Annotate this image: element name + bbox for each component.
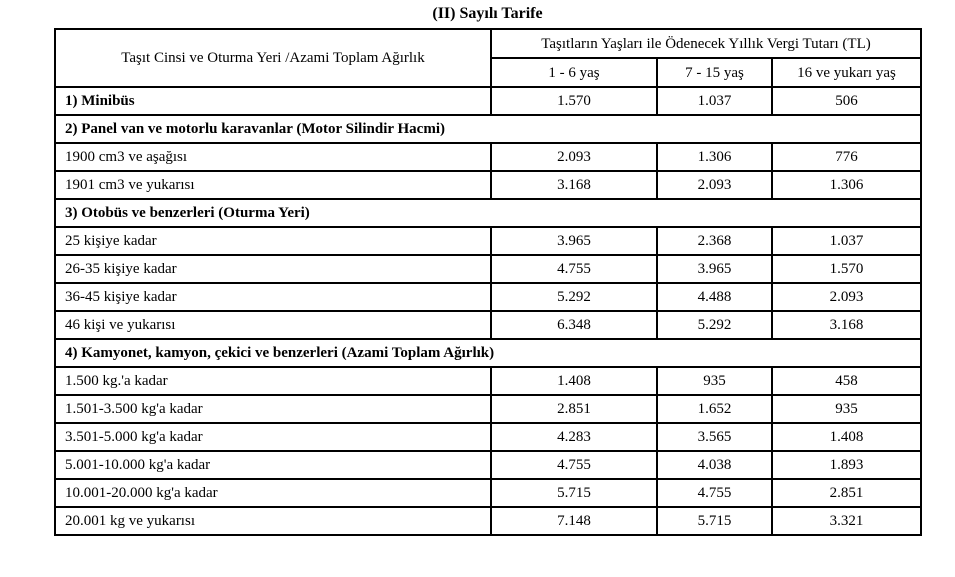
age-column-1-6: 1 - 6 yaş <box>491 58 657 87</box>
table-row <box>55 479 921 507</box>
table-row <box>55 395 921 423</box>
tax-value: 1.893 <box>772 451 921 479</box>
row-label: 1.500 kg.'a kadar <box>55 367 491 395</box>
table-row <box>55 255 921 283</box>
tariff-table <box>54 28 922 536</box>
tax-value: 3.965 <box>657 255 772 283</box>
row-label: 46 kişi ve yukarısı <box>55 311 491 339</box>
vehicle-type-header: Taşıt Cinsi ve Oturma Yeri /Azami Toplam Ağırlık <box>55 29 491 87</box>
section-row <box>55 199 921 227</box>
age-column-16-plus: 16 ve yukarı yaş <box>772 58 921 87</box>
tax-value: 3.965 <box>491 227 657 255</box>
row-label: 10.001-20.000 kg'a kadar <box>55 479 491 507</box>
tax-value: 6.348 <box>491 311 657 339</box>
tax-value: 1.570 <box>772 255 921 283</box>
tax-value: 935 <box>772 395 921 423</box>
tax-value: 3.565 <box>657 423 772 451</box>
tax-value: 5.292 <box>491 283 657 311</box>
section-label: 4) Kamyonet, kamyon, çekici ve benzerleri (Azami Toplam Ağırlık) <box>55 339 921 367</box>
tax-value: 7.148 <box>491 507 657 535</box>
row-label: 36-45 kişiye kadar <box>55 283 491 311</box>
tax-value: 3.168 <box>491 171 657 199</box>
section-label: 3) Otobüs ve benzerleri (Oturma Yeri) <box>55 199 921 227</box>
age-column-7-15: 7 - 15 yaş <box>657 58 772 87</box>
section-row <box>55 339 921 367</box>
row-label: 1.501-3.500 kg'a kadar <box>55 395 491 423</box>
document-title: (II) Sayılı Tarife <box>432 5 543 22</box>
section-row <box>55 87 921 115</box>
table-row <box>55 367 921 395</box>
tax-value: 1.570 <box>491 87 657 115</box>
tax-value: 935 <box>657 367 772 395</box>
table-row <box>55 311 921 339</box>
table-row <box>55 507 921 535</box>
tax-value: 2.093 <box>657 171 772 199</box>
tax-value: 1.306 <box>772 171 921 199</box>
table-row <box>55 227 921 255</box>
tax-value: 506 <box>772 87 921 115</box>
row-label: 20.001 kg ve yukarısı <box>55 507 491 535</box>
row-label: 1901 cm3 ve yukarısı <box>55 171 491 199</box>
section-label: 2) Panel van ve motorlu karavanlar (Motor Silindir Hacmi) <box>55 115 921 143</box>
tax-value: 2.093 <box>772 283 921 311</box>
tax-value: 3.168 <box>772 311 921 339</box>
tax-value: 4.038 <box>657 451 772 479</box>
tax-value: 1.652 <box>657 395 772 423</box>
tax-value: 2.851 <box>772 479 921 507</box>
tax-value: 1.306 <box>657 143 772 171</box>
tax-value: 3.321 <box>772 507 921 535</box>
header-row <box>55 29 921 58</box>
tax-value: 2.851 <box>491 395 657 423</box>
tax-value: 5.715 <box>657 507 772 535</box>
tax-value: 4.755 <box>491 451 657 479</box>
tax-value: 1.408 <box>491 367 657 395</box>
tax-value: 4.755 <box>657 479 772 507</box>
table-row <box>55 283 921 311</box>
row-label: 25 kişiye kadar <box>55 227 491 255</box>
tax-value: 5.292 <box>657 311 772 339</box>
row-label: 26-35 kişiye kadar <box>55 255 491 283</box>
tax-value: 2.093 <box>491 143 657 171</box>
tax-value: 4.755 <box>491 255 657 283</box>
tax-value: 5.715 <box>491 479 657 507</box>
row-label: 5.001-10.000 kg'a kadar <box>55 451 491 479</box>
row-label: 1900 cm3 ve aşağısı <box>55 143 491 171</box>
tax-value: 4.283 <box>491 423 657 451</box>
table-row <box>55 143 921 171</box>
tax-value: 4.488 <box>657 283 772 311</box>
tax-value: 458 <box>772 367 921 395</box>
tax-value: 1.037 <box>657 87 772 115</box>
section-label: 1) Minibüs <box>55 87 491 115</box>
table-row <box>55 171 921 199</box>
tax-value: 776 <box>772 143 921 171</box>
table-row <box>55 423 921 451</box>
row-label: 3.501-5.000 kg'a kadar <box>55 423 491 451</box>
tax-value: 2.368 <box>657 227 772 255</box>
tax-amount-header: Taşıtların Yaşları ile Ödenecek Yıllık Vergi Tutarı (TL) <box>491 29 921 58</box>
section-row <box>55 115 921 143</box>
tax-value: 1.408 <box>772 423 921 451</box>
table-row <box>55 451 921 479</box>
tax-value: 1.037 <box>772 227 921 255</box>
